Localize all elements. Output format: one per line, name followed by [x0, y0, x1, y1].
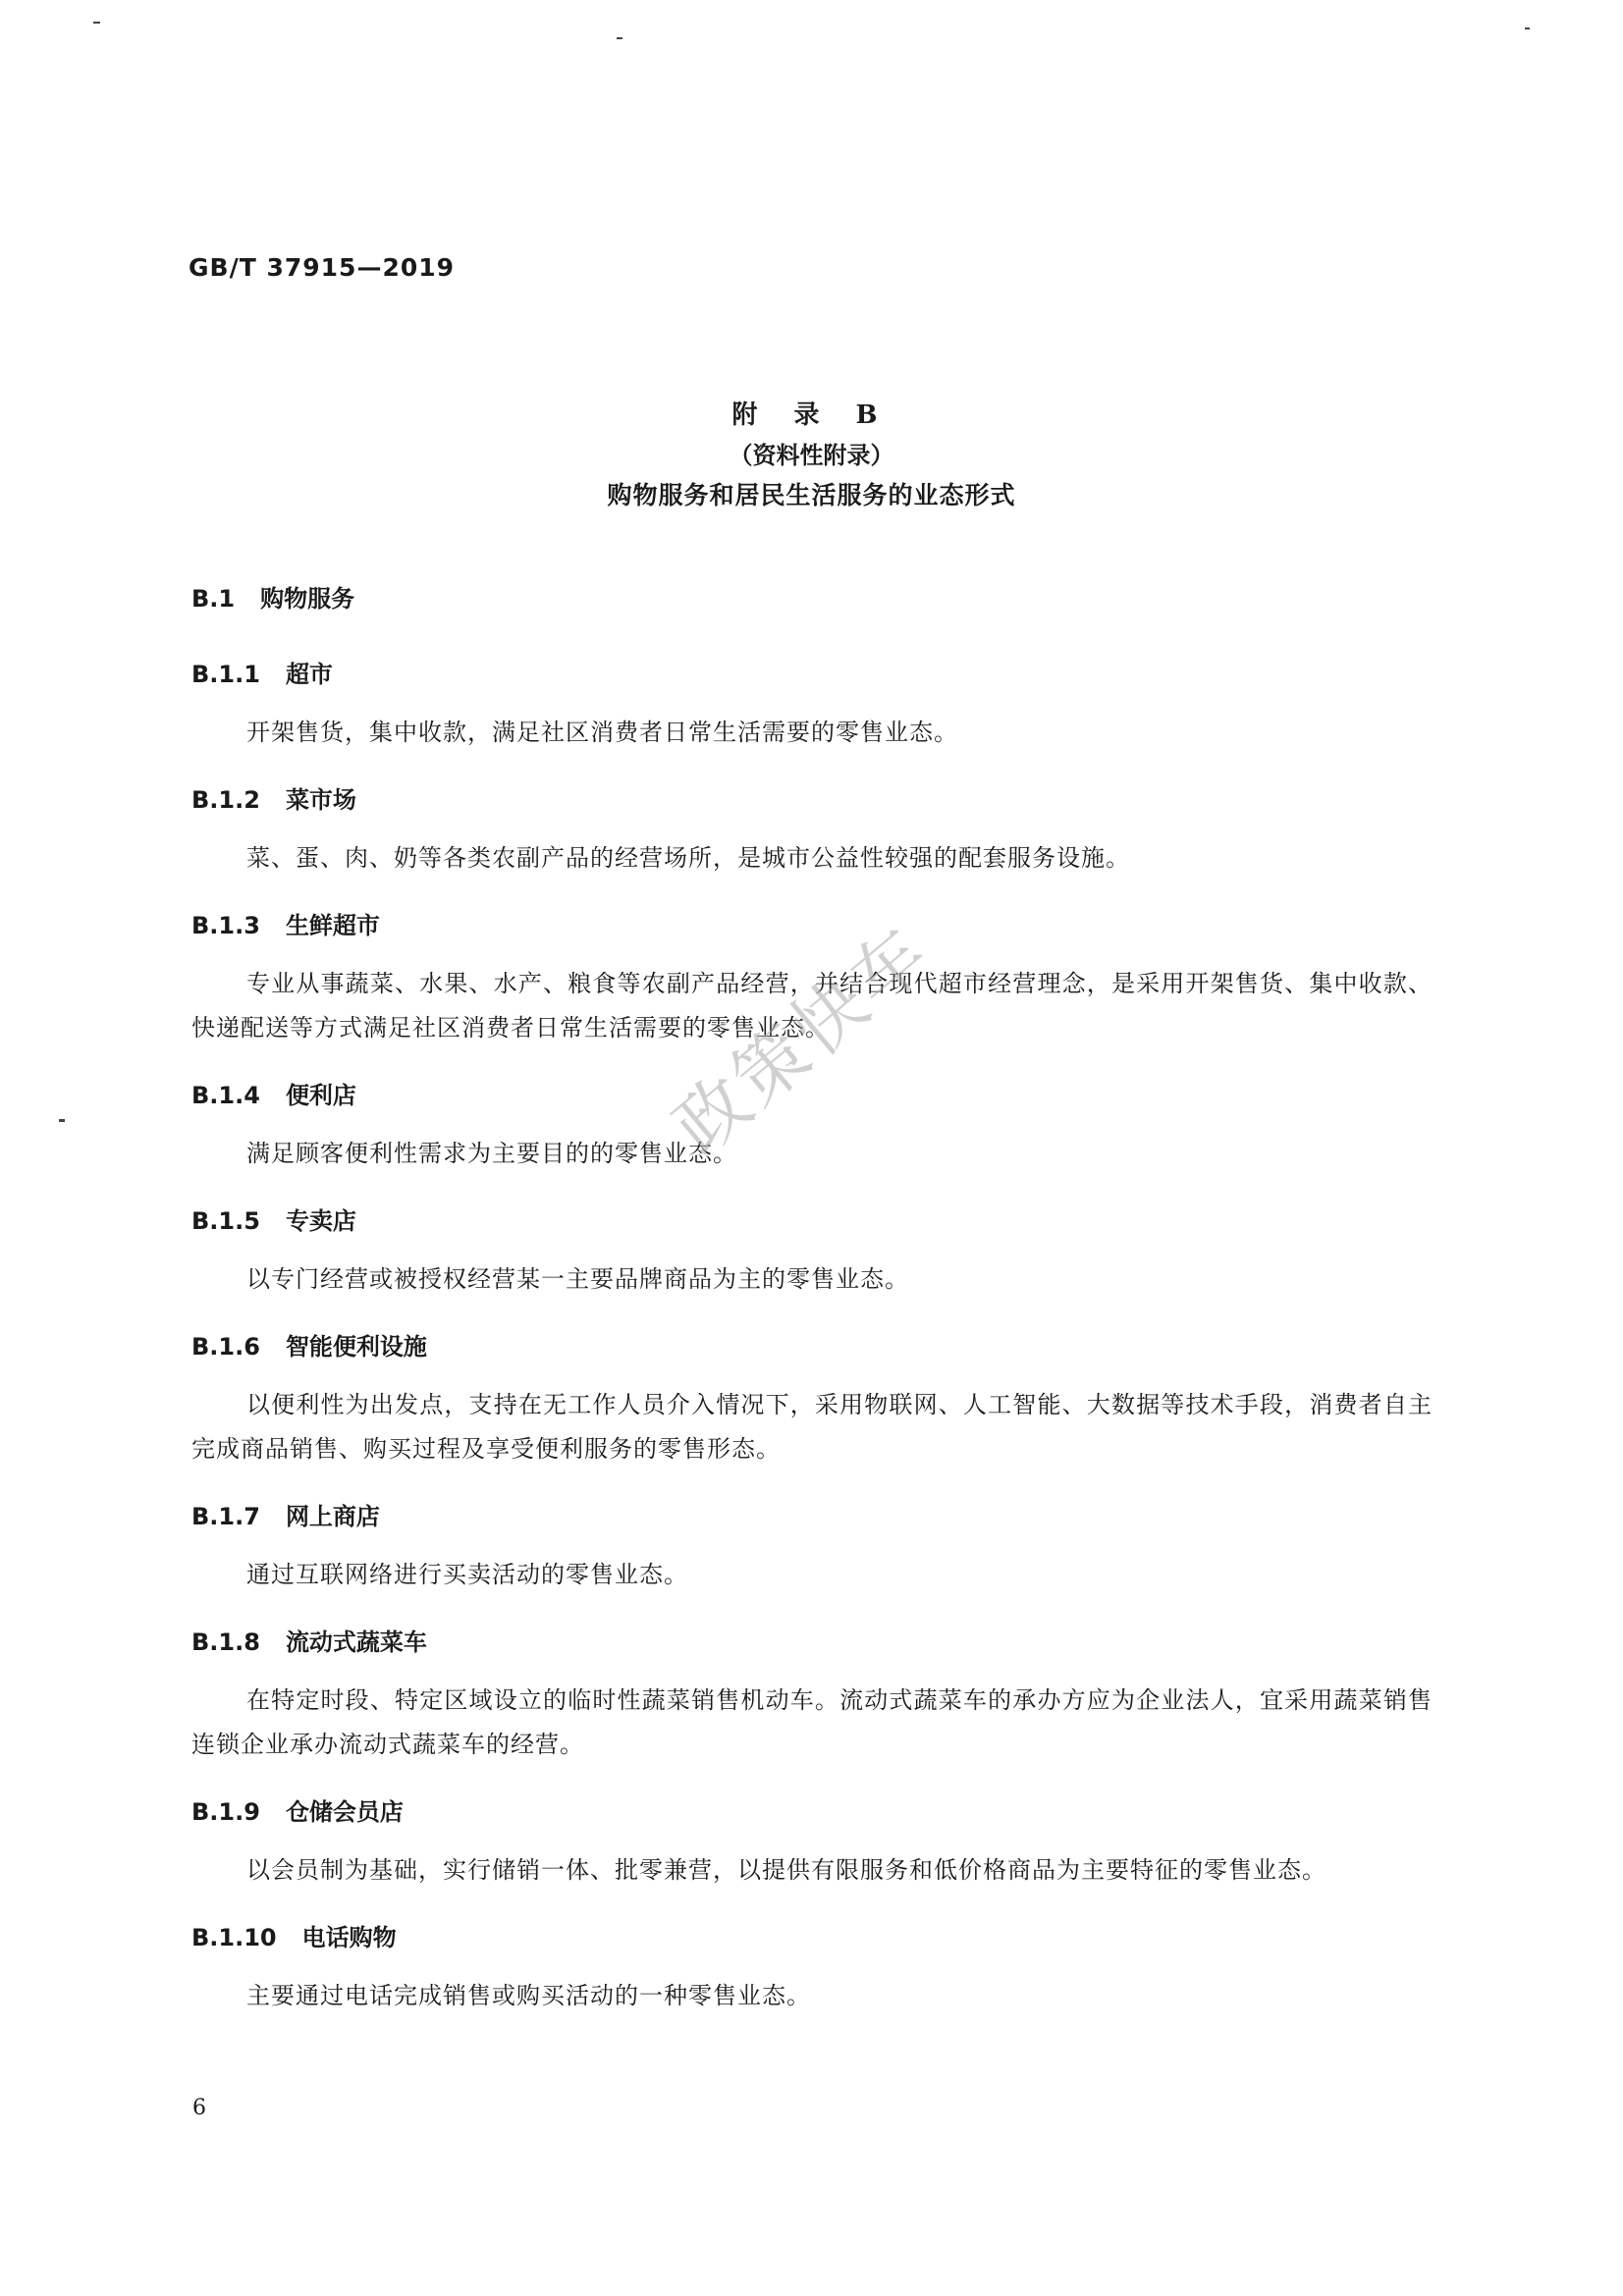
section-number: B.1.10 — [191, 1924, 277, 1951]
section-heading-b1-3 — [191, 906, 380, 940]
page-number: 6 — [192, 2096, 206, 2120]
section-title: 仓储会员店 — [285, 1797, 404, 1826]
section-heading-b1-4 — [191, 1076, 356, 1110]
section-heading-b1-1 — [191, 655, 333, 689]
section-text-b1-8: 在特定时段、特定区域设立的临时性蔬菜销售机动车。流动式蔬菜车的承办方应为企业法人，宜采用蔬菜销售连锁企业承办流动式蔬菜车的经营。 — [191, 1686, 1433, 1758]
section-number: B.1.9 — [191, 1798, 260, 1826]
section-text-b1-5: 以专门经营或被授权经营某一主要品牌商品为主的零售业态。 — [246, 1265, 909, 1293]
section-heading-b1-10 — [191, 1918, 397, 1952]
section-text-b1-3: 专业从事蔬菜、水果、水产、粮食等农副产品经营，并结合现代超市经营理念，是采用开架售货、集中收款、快递配送等方式满足社区消费者日常生活需要的零售业态。 — [191, 970, 1433, 1041]
section-number: B.1.5 — [191, 1207, 260, 1235]
section-text-b1-4: 满足顾客便利性需求为主要目的的零售业态。 — [246, 1140, 737, 1167]
section-text-b1-2: 菜、蛋、肉、奶等各类农副产品的经营场所，是城市公益性较强的配套服务设施。 — [246, 844, 1130, 872]
section-title: 生鲜超市 — [285, 911, 380, 939]
section-number: B.1.8 — [191, 1629, 260, 1656]
section-title: 电话购物 — [301, 1923, 397, 1951]
section-text-b1-7: 通过互联网络进行买卖活动的零售业态。 — [246, 1561, 688, 1588]
section-number: B.1.1 — [191, 661, 260, 688]
section-heading-b1-6 — [191, 1327, 427, 1362]
section-title: 专卖店 — [285, 1206, 356, 1235]
section-heading-b1-2 — [191, 780, 356, 815]
section-heading-b1 — [191, 579, 354, 614]
scan-speck — [59, 1119, 65, 1122]
appendix-subtitle: （资料性附录） — [729, 441, 894, 469]
section-text-b1-1: 开架售货，集中收款，满足社区消费者日常生活需要的零售业态。 — [246, 719, 958, 746]
section-number: B.1.2 — [191, 786, 260, 814]
section-title: 网上商店 — [285, 1502, 380, 1530]
scan-speck — [1525, 27, 1530, 29]
section-title: 便利店 — [285, 1081, 356, 1109]
section-number: B.1 — [191, 585, 236, 613]
section-heading-b1-7 — [191, 1497, 380, 1531]
section-text-b1-9: 以会员制为基础，实行储销一体、批零兼营，以提供有限服务和低价格商品为主要特征的零售业态。 — [246, 1856, 1326, 1884]
watermark: 政策快车 — [658, 909, 947, 1172]
section-heading-b1-9 — [191, 1792, 404, 1827]
section-title: 超市 — [285, 660, 333, 688]
section-number: B.1.7 — [191, 1503, 260, 1530]
appendix-name: 购物服务和居民生活服务的业态形式 — [607, 481, 1016, 509]
document-code: GB/T 37915—2019 — [189, 253, 456, 282]
section-number: B.1.4 — [191, 1082, 260, 1109]
section-title: 购物服务 — [260, 584, 355, 613]
section-title: 智能便利设施 — [285, 1332, 427, 1361]
section-text-b1-10: 主要通过电话完成销售或购买活动的一种零售业态。 — [246, 1982, 811, 2009]
section-heading-b1-5 — [191, 1201, 356, 1236]
section-text-b1-6: 以便利性为出发点，支持在无工作人员介入情况下，采用物联网、人工智能、大数据等技术手段，消费者自主完成商品销售、购买过程及享受便利服务的零售形态。 — [191, 1391, 1433, 1463]
section-title: 菜市场 — [285, 785, 356, 814]
section-heading-b1-8 — [191, 1623, 427, 1657]
section-number: B.1.3 — [191, 912, 260, 939]
section-number: B.1.6 — [191, 1333, 260, 1361]
scan-speck — [93, 22, 100, 24]
section-title: 流动式蔬菜车 — [285, 1628, 427, 1656]
appendix-title: 附 录 B — [731, 400, 892, 430]
scan-speck — [617, 37, 622, 39]
